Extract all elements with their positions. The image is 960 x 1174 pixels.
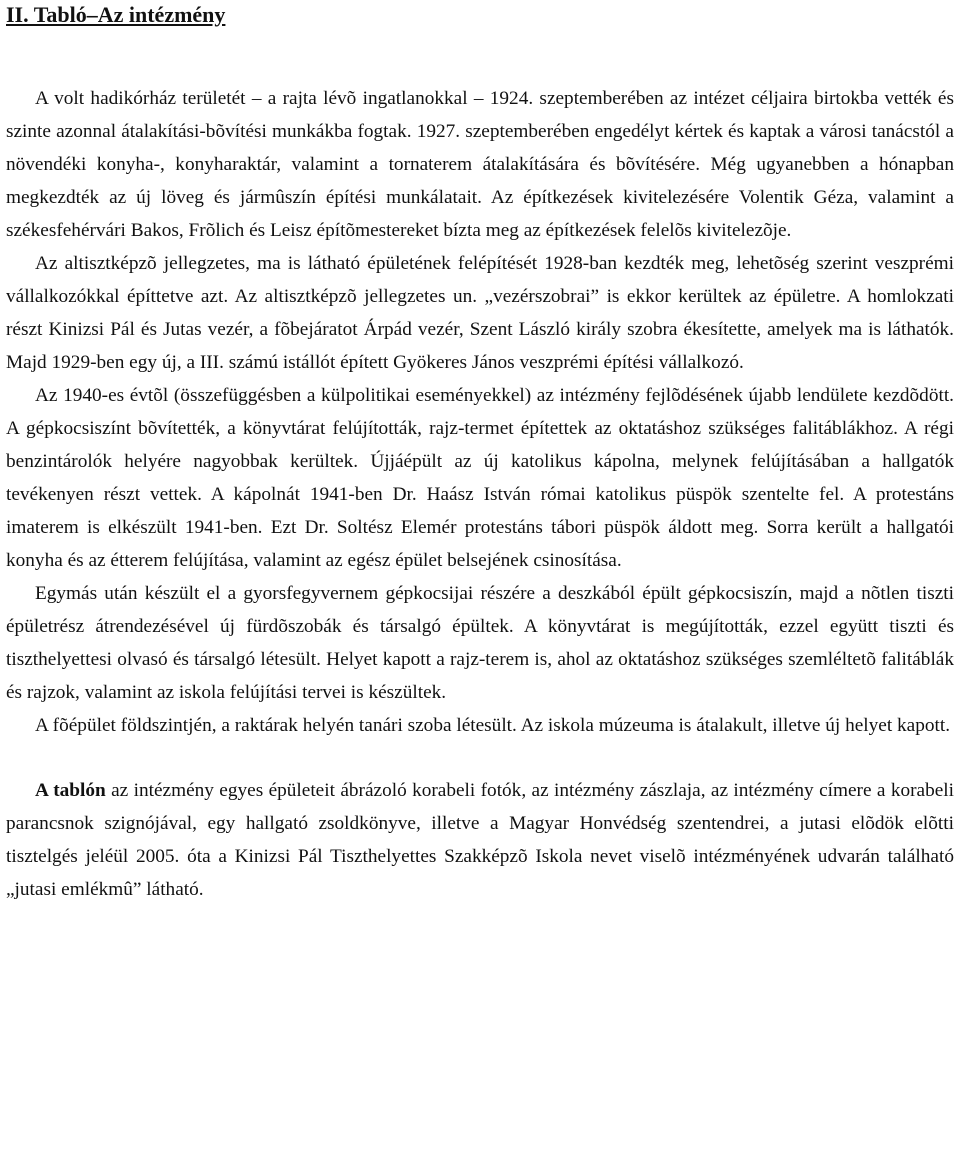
paragraph-5: A fõépület földszintjén, a raktárak helyén tanári szoba létesült. Az iskola múzeuma is átalakult, illetve új helyet kapott.: [35, 715, 951, 736]
paragraph-4: Egymás után készült el a gyorsfegyvernem gépkocsijai részére a deszkából épült gépkocsiszín, majd a nõtlen tiszti épületrész átrendezésével új fürdõszobák és társalgó épültek. A könyvtárat is megújították, ezzel együtt tiszti és tiszthelyettesi olvasó és társalgó létesült. Helyet kapott a rajz-terem is, ahol az oktatáshoz szükséges szemléltetõ falitáblák és rajzok, valamint az iskola felújítási tervei is készültek.: [6, 583, 954, 703]
document-body: [6, 82, 954, 906]
closing-text: az intézmény egyes épületeit ábrázoló korabeli fotók, az intézmény zászlaja, az intézmény címere a korabeli parancsnok szignójával, egy hallgató zsoldkönyve, illetve a Magyar Honvédség szentendrei, a jutasi elõdök elõtti tisztelgés jeléül 2005. óta a Kinizsi Pál Tiszthelyettes Szakképzõ Iskola nevet viselõ intézményének udvarán található „jutasi emlékmû” látható.: [6, 780, 955, 900]
closing-paragraph: [6, 774, 954, 906]
section-heading: II. Tabló–Az intézmény: [6, 2, 226, 27]
paragraph-1: A volt hadikórház területét – a rajta lévõ ingatlanokkal – 1924. szeptemberében az intézet céljaira birtokba vették és szinte azonnal átalakítási-bõvítési munkákba fogtak. 1927. szeptemberében engedélyt kértek és kaptak a városi tanácstól a növendéki konyha-, konyharaktár, valamint a tornaterem átalakítására és bõvítésére. Még ugyanebben a hónapban megkezdték az új löveg és jármûszín építési munkálatait. Az építkezések kivitelezésére Volentik Géza, valamint a székesfehérvári Bakos, Frõlich és Leisz építõmestereket bízta meg az építkezések felelõs kivitelezõje.: [6, 88, 954, 241]
paragraph-2: Az altisztképzõ jellegzetes, ma is látható épületének felépítését 1928-ban kezdték meg, lehetõség szerint veszprémi vállalkozókkal építtetve azt. Az altisztképzõ jellegzetes un. „vezérszobrai” is ekkor kerültek az épületre. A homlokzati részt Kinizsi Pál és Jutas vezér, a fõbejáratot Árpád vezér, Szent László király szobra ékesítette, amelyek ma is láthatók. Majd 1929-ben egy új, a III. számú istállót épített Gyökeres János veszprémi építési vállalkozó.: [6, 253, 954, 373]
closing-lead: A tablón: [35, 780, 106, 801]
paragraph-3: Az 1940-es évtõl (összefüggésben a külpolitikai eseményekkel) az intézmény fejlõdésének újabb lendülete kezdõdött. A gépkocsiszínt bõvítették, a könyvtárat felújították, rajz-termet építettek az oktatáshoz szükséges falitáblákhoz. A régi benzintárolók helyére nagyobbak kerültek. Újjáépült az új katolikus kápolna, melynek felújításában a hallgatók tevékenyen részt vettek. A kápolnát 1941-ben Dr. Haász István római katolikus püspök szentelte fel. A protestáns imaterem is elkészült 1941-ben. Ezt Dr. Soltész Elemér protestáns tábori püspök áldott meg. Sorra került a hallgatói konyha és az étterem felújítása, valamint az egész épület belsejének csinosítása.: [6, 385, 954, 571]
